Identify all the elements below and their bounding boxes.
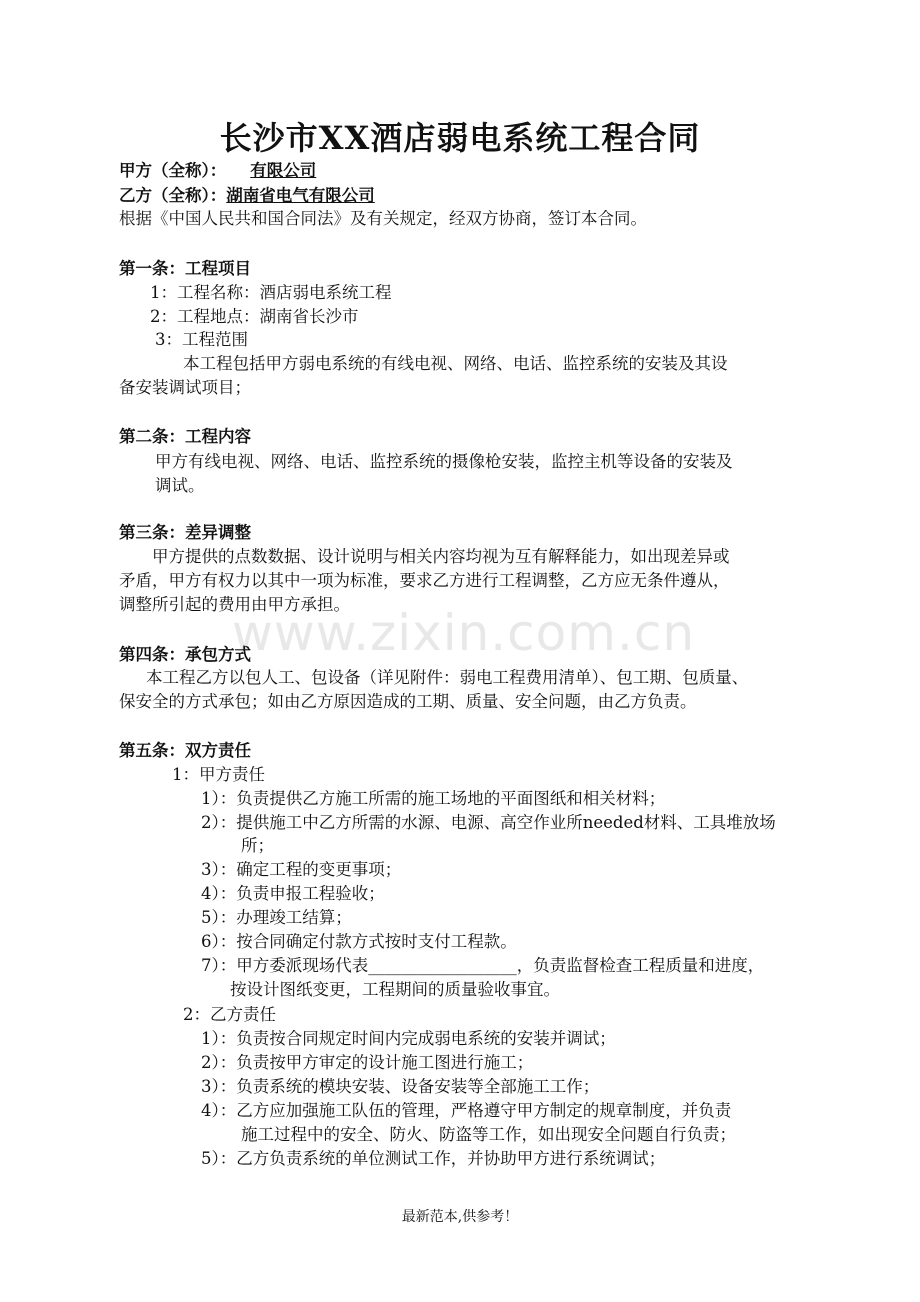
article-3-line-1: 甲方提供的点数数据、设计说明与相关内容均视为互有解释能力，如出现差异或 [152, 547, 730, 566]
article-1-item-2: 2：工程地点：湖南省长沙市 [150, 307, 359, 326]
article-5-heading: 第五条：双方责任 [119, 741, 251, 760]
article-1-scope-line-1: 本工程包括甲方弱电系统的有线电视、网络、电话、监控系统的安装及其设 [183, 354, 728, 373]
party-b-duty-1: 1）：负责按合同规定时间内完成弱电系统的安装并调试； [201, 1029, 616, 1048]
party-a-duty-3: 3）：确定工程的变更事项； [201, 860, 402, 879]
party-b-duty-5: 5）：乙方负责系统的单位测试工作，并协助甲方进行系统调试； [201, 1149, 666, 1168]
article-4-line-2: 保安全的方式承包；如由乙方原因造成的工期、质量、安全问题，由乙方负责。 [119, 692, 697, 711]
party-a-duties-title: 1：甲方责任 [172, 765, 265, 784]
article-3-line-2: 矛盾，甲方有权力以其中一项为标准，要求乙方进行工程调整，乙方应无条件遵从， [119, 571, 730, 590]
party-a-duty-7-line-2: 按设计图纸变更，工程期间的质量验收事宜。 [230, 980, 560, 999]
article-1-item-3: 3：工程范围 [155, 330, 248, 349]
party-b-duty-2: 2）：负责按甲方审定的设计施工图进行施工； [201, 1053, 534, 1072]
party-a-value: 有限公司 [250, 161, 317, 180]
article-4-heading: 第四条：承包方式 [119, 645, 251, 664]
page-footer: 最新范本,供参考！ [401, 1209, 519, 1225]
article-1-item-1: 1：工程名称：酒店弱电系统工程 [150, 283, 392, 302]
party-a-duty-6: 6）：按合同确定付款方式按时支付工程款。 [201, 932, 517, 951]
article-2-line-2: 调试。 [155, 476, 205, 495]
party-a-label: 甲方（全称）： [119, 161, 227, 180]
article-1-scope-line-2: 备安装调试项目； [119, 378, 251, 397]
article-2-line-1: 甲方有线电视、网络、电话、监控系统的摄像枪安装，监控主机等设备的安装及 [155, 452, 733, 471]
party-b-duty-4-line-1: 4）：乙方应加强施工队伍的管理，严格遵守甲方制定的规章制度，并负责 [201, 1101, 732, 1120]
party-b-label: 乙方（全称）： [119, 186, 227, 205]
watermark: www.zixin.com.cn [232, 604, 696, 662]
party-a-duty-4: 4）：负责申报工程验收； [201, 884, 385, 903]
intro-paragraph: 根据《中国人民共和国合同法》及有关规定，经双方协商，签订本合同。 [119, 209, 647, 228]
party-a-duty-5: 5）：办理竣工结算； [201, 908, 352, 927]
article-3-line-3: 调整所引起的费用由甲方承担。 [119, 595, 350, 614]
party-b-duty-3: 3）：负责系统的模块安装、设备安装等全部施工工作； [201, 1077, 600, 1096]
article-4-line-1: 本工程乙方以包人工、包设备（详见附件：弱电工程费用清单）、包工期、包质量、 [146, 668, 749, 687]
party-a-duty-2-line-2: 所； [241, 836, 274, 855]
party-b-value: 湖南省电气有限公司 [226, 186, 375, 205]
party-b-line [119, 184, 375, 207]
party-b-duty-4-line-2: 施工过程中的安全、防火、防盗等工作，如出现安全问题自行负责； [241, 1125, 736, 1144]
document-title: 长沙市XX酒店弱电系统工程合同 [219, 119, 701, 157]
article-2-heading: 第二条：工程内容 [119, 427, 251, 446]
party-a-duty-7-line-1: 7）：甲方委派现场代表__________________，负责监督检查工程质量和进度， [201, 956, 765, 975]
party-a-duty-1: 1）：负责提供乙方施工所需的施工场地的平面图纸和相关材料； [201, 789, 666, 808]
party-b-duties-title: 2：乙方责任 [183, 1005, 276, 1024]
party-a-line [119, 159, 316, 182]
article-3-heading: 第三条：差异调整 [119, 523, 251, 542]
party-a-duty-2-line-1: 2）：提供施工中乙方所需的水源、电源、高空作业所needed材料、工具堆放场 [201, 813, 776, 832]
article-1-heading: 第一条：工程项目 [119, 259, 251, 278]
